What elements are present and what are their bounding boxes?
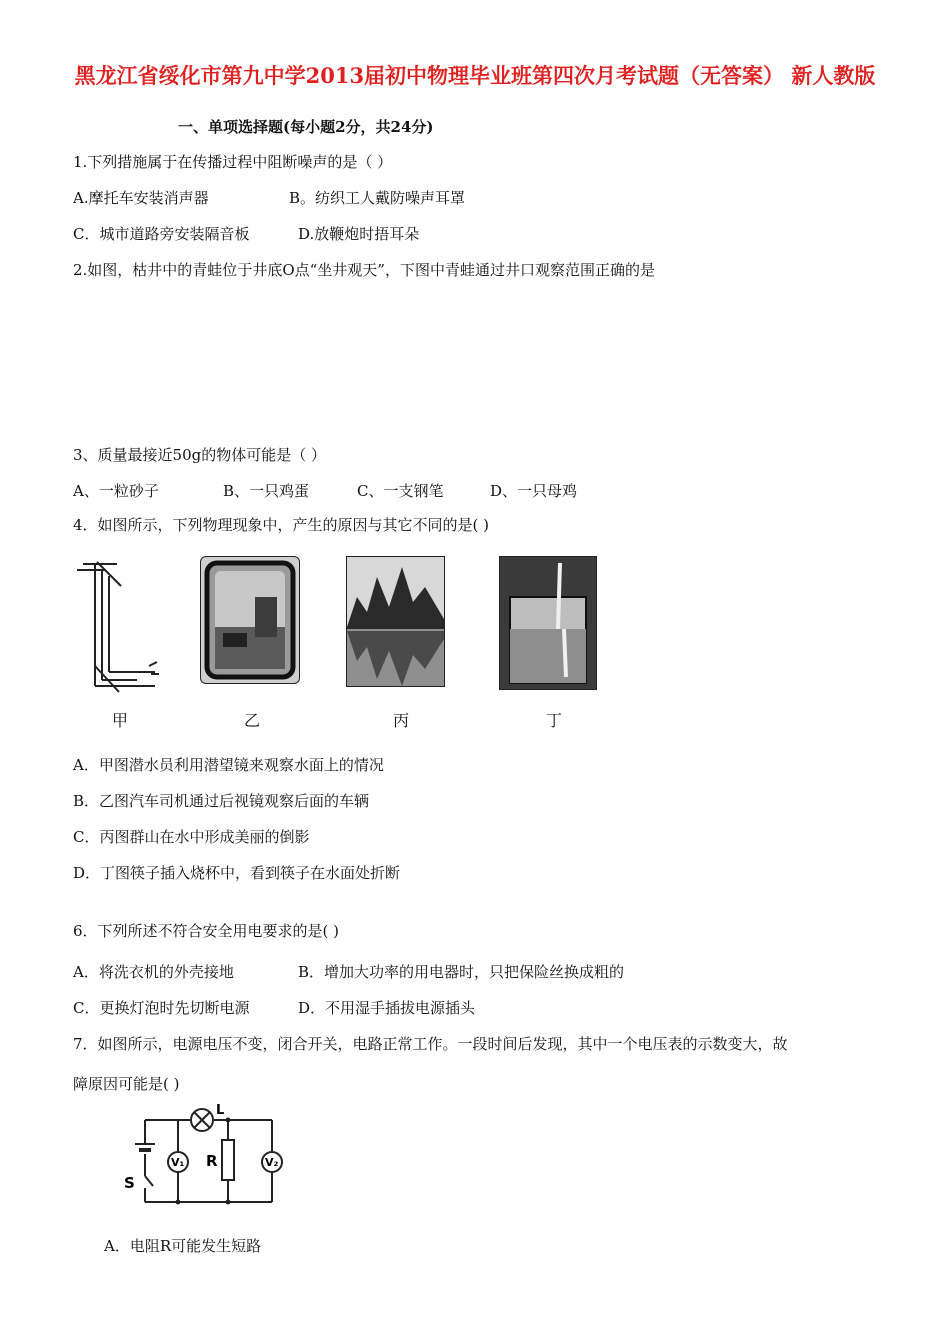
- circuit-label-switch: S: [124, 1174, 135, 1192]
- q4-option-a: A．甲图潜水员利用潜望镜来观察水面上的情况: [73, 756, 384, 774]
- q1-option-a: A.摩托车安装消声器: [73, 189, 209, 207]
- circuit-label-lamp: L: [216, 1104, 225, 1118]
- figure-label-ding: 丁: [546, 711, 563, 730]
- q6-stem: 6．下列所述不符合安全用电要求的是( ): [73, 922, 340, 940]
- q4-option-c: C．丙图群山在水中形成美丽的倒影: [73, 828, 310, 846]
- q3-option-b: B、一只鸡蛋: [223, 482, 310, 500]
- q3-option-a: A、一粒砂子: [73, 482, 159, 500]
- circuit-label-resistor: R: [206, 1152, 218, 1170]
- document-title: 黑龙江省绥化市第九中学2013届初中物理毕业班第四次月考试题（无答案） 新人教版: [74, 63, 876, 88]
- q4-option-d: D．丁图筷子插入烧杯中，看到筷子在水面处折断: [73, 864, 401, 882]
- q2-stem: 2.如图，枯井中的青蛙位于井底O点“坐井观天”，下图中青蛙通过井口观察范围正确的是: [73, 261, 655, 279]
- circuit-label-v1: V₁: [171, 1156, 185, 1169]
- q3-option-c: C、一支钢笔: [357, 482, 444, 500]
- q7-stem-line1: 7．如图所示，电源电压不变，闭合开关，电路正常工作。一段时间后发现，其中一个电压表的示数变大，故: [73, 1035, 788, 1053]
- q1-option-d: D.放鞭炮时捂耳朵: [298, 225, 420, 243]
- figure-label-jia: 甲: [112, 711, 129, 730]
- figure-label-yi: 乙: [244, 711, 261, 730]
- figure-rearview-mirror: [200, 556, 300, 684]
- figure-mountain-reflection: [346, 556, 445, 687]
- section-heading: 一、单项选择题(每小题2分，共24分): [178, 118, 434, 136]
- circuit-label-v2: V₂: [265, 1156, 279, 1169]
- q6-option-a: A．将洗衣机的外壳接地: [73, 963, 234, 981]
- q7-stem-line2: 障原因可能是( ): [73, 1075, 180, 1093]
- q7-option-a: A．电阻R可能发生短路: [104, 1237, 262, 1255]
- figure-chopstick-beaker: [499, 556, 597, 690]
- q3-stem: 3、质量最接近50g的物体可能是（ ）: [73, 446, 327, 464]
- q6-option-d: D．不用湿手插拔电源插头: [298, 999, 476, 1017]
- q1-stem: 1.下列措施属于在传播过程中阻断噪声的是（ ）: [73, 153, 393, 171]
- q3-option-d: D、一只母鸡: [490, 482, 578, 500]
- q1-option-c: C．城市道路旁安装隔音板: [73, 225, 250, 243]
- q1-option-b: B。纺织工人戴防噪声耳罩: [289, 189, 466, 207]
- figure-label-bing: 丙: [393, 711, 410, 730]
- q4-option-b: B．乙图汽车司机通过后视镜观察后面的车辆: [73, 792, 370, 810]
- circuit-diagram: [120, 1104, 300, 1216]
- q6-option-b: B．增加大功率的用电器时，只把保险丝换成粗的: [298, 963, 625, 981]
- figure-periscope: [75, 556, 175, 696]
- q6-option-c: C．更换灯泡时先切断电源: [73, 999, 250, 1017]
- q4-stem: 4．如图所示，下列物理现象中，产生的原因与其它不同的是( ): [73, 516, 490, 534]
